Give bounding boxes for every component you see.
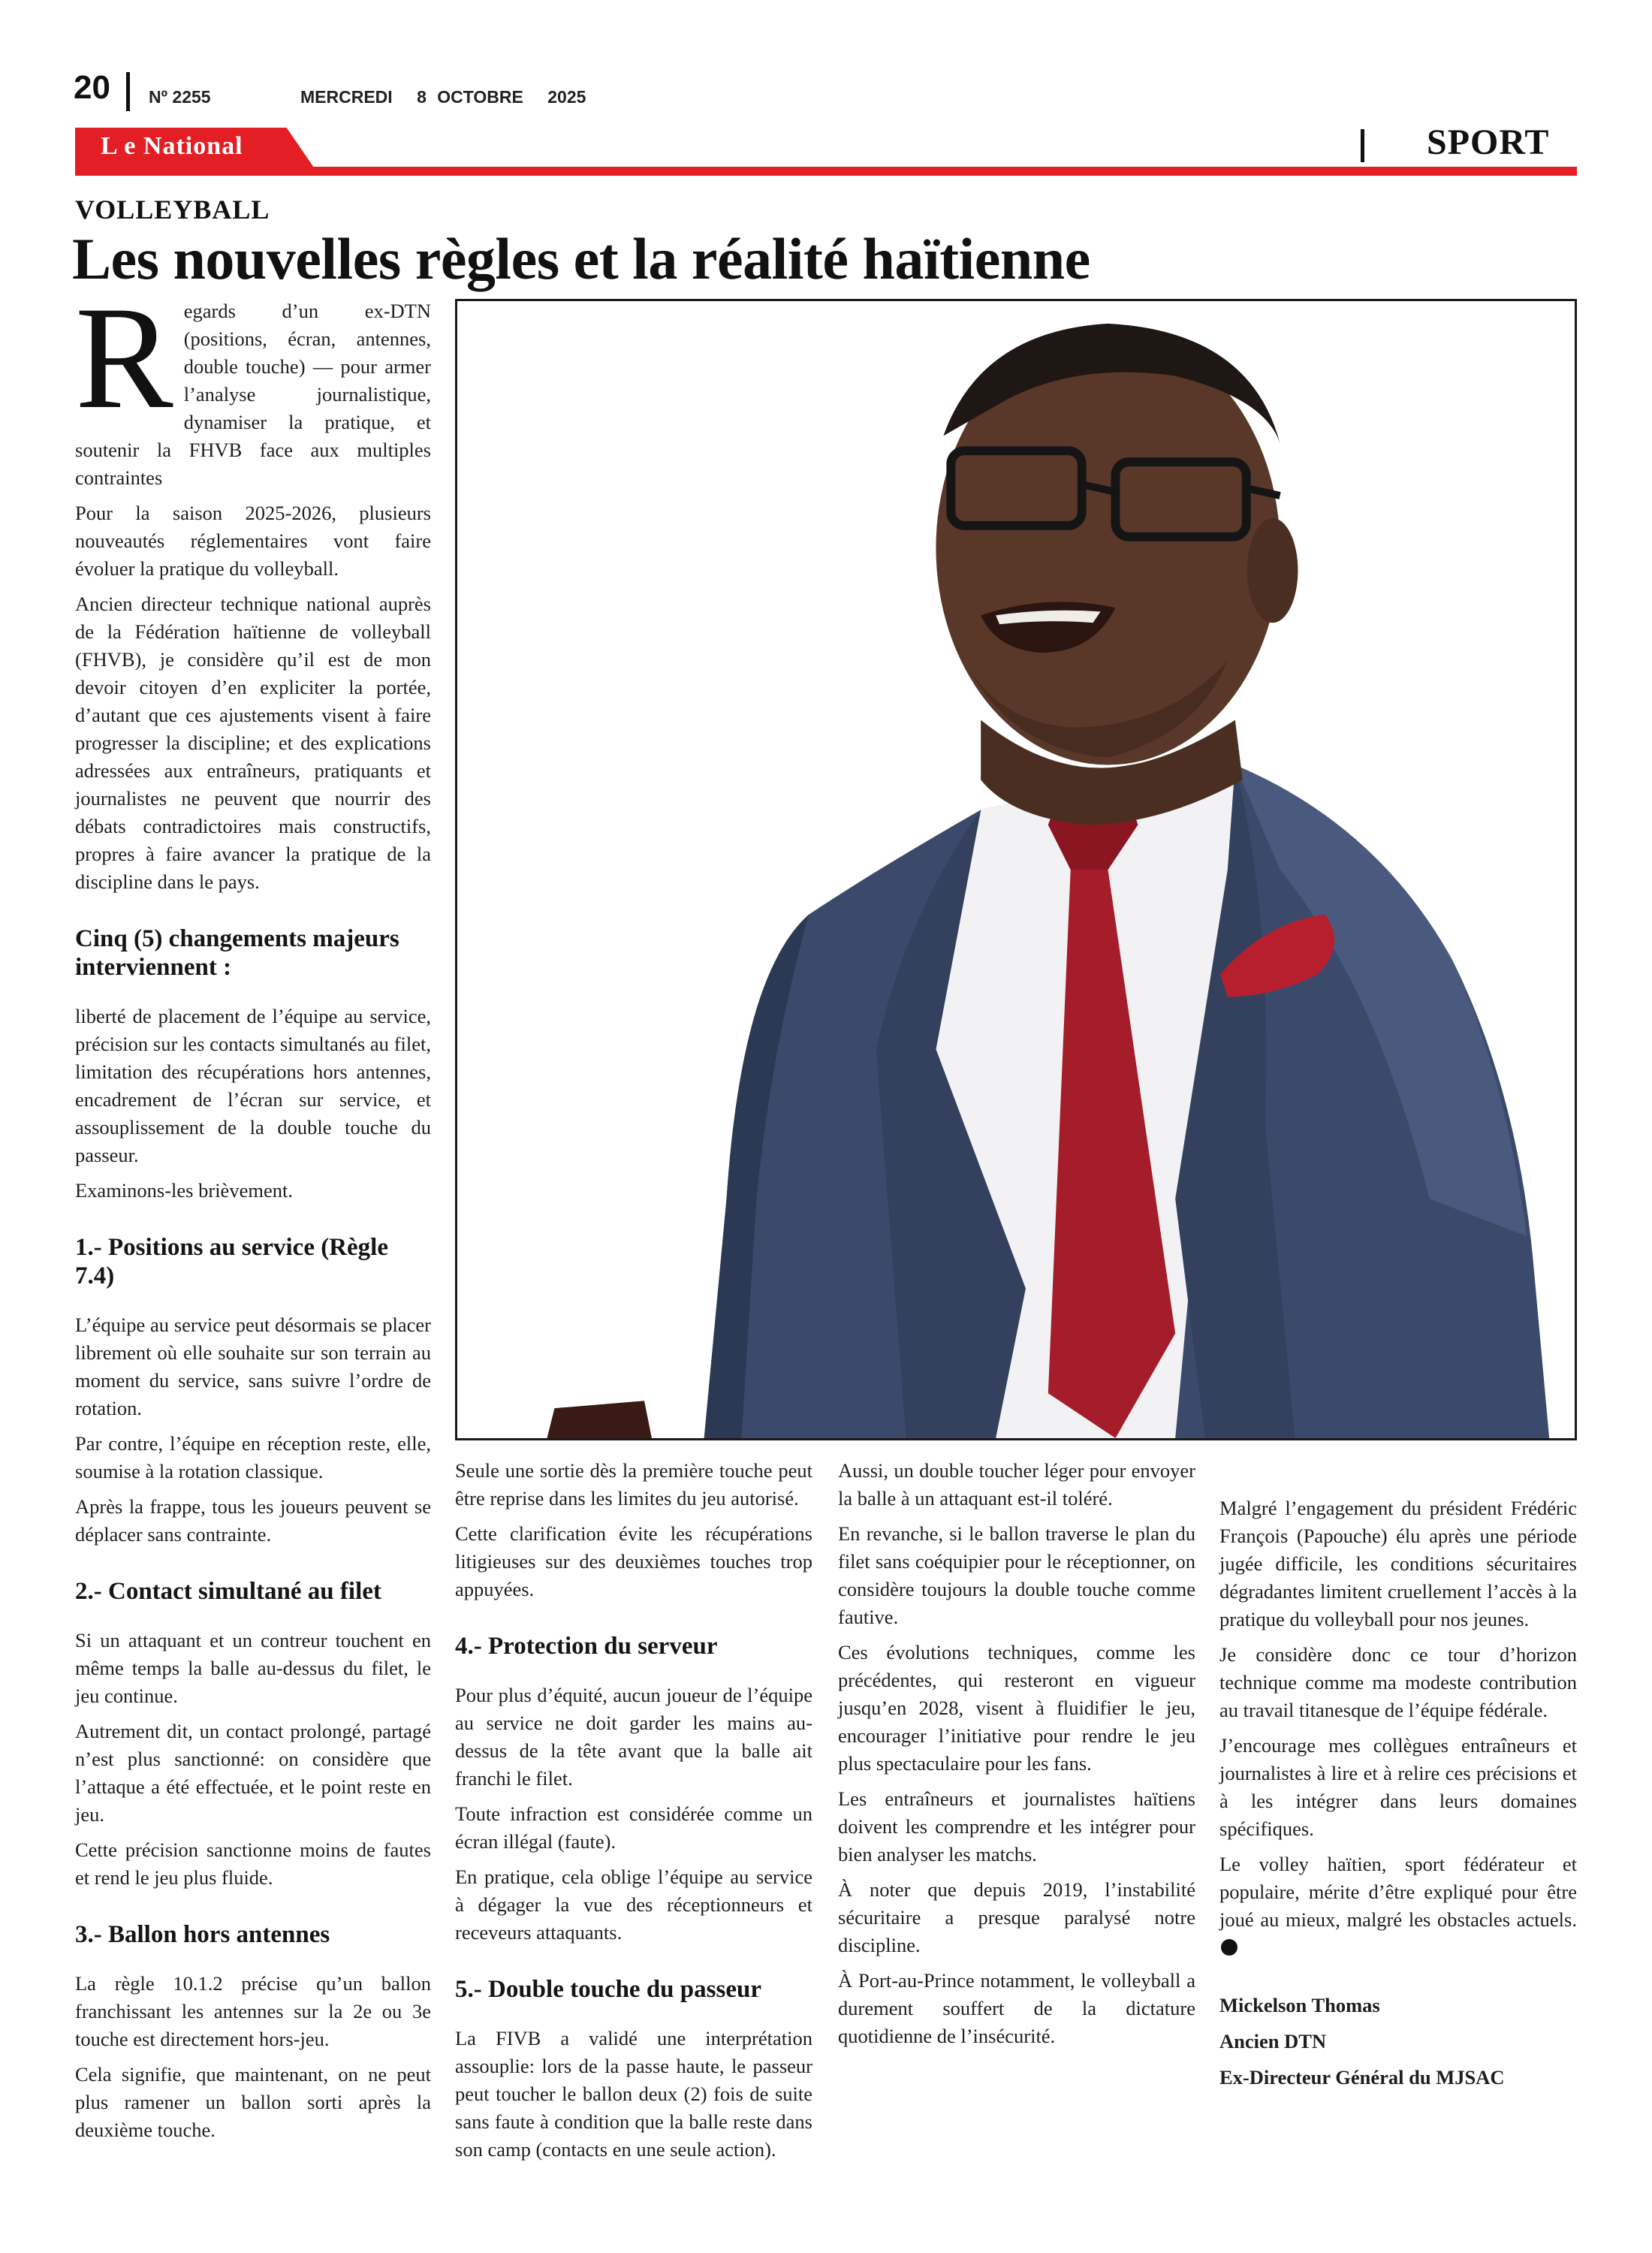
header-divider xyxy=(126,72,130,111)
final-text: Le volley haïtien, sport fédérateur et populaire, mérite d’être expliqué pour être joué au mieux, malgré les obstacles actuels. xyxy=(1219,1853,1577,1931)
section-divider xyxy=(1361,129,1364,162)
issue-number: Nº 2255 xyxy=(149,87,211,107)
author-name: Mickelson Thomas xyxy=(1219,1994,1380,2016)
header-rule xyxy=(75,167,1577,176)
paragraph: Malgré l’engagement du président Frédéric François (Papouche) élu après une période jugée difficile, les conditions sécuritaires dégradantes limitent cruellement l’accès à la pratique du volleyball pour nos jeunes. xyxy=(1219,1497,1577,1630)
date-day: MERCREDI xyxy=(300,87,393,107)
paragraph: Cette précision sanctionne moins de fautes et rend le jeu plus fluide. xyxy=(75,1838,431,1889)
article-title: Les nouvelles règles et la réalité haïtienne xyxy=(72,226,1090,291)
paragraph: Par contre, l’équipe en réception reste, elle, soumise à la rotation classique. xyxy=(75,1432,431,1482)
paragraph: À noter que depuis 2019, l’instabilité sécuritaire a presque paralysé notre discipline. xyxy=(838,1878,1195,1956)
byline xyxy=(1219,1987,1577,2095)
subheading-changes: Cinq (5) changements majeurs interviennent : xyxy=(75,925,399,981)
paragraph: Ces évolutions techniques, comme les précédentes, qui resteront en vigueur jusqu’en 2028, visent à fluidifier le jeu, encourager l’initiative pour rendre le jeu plus spectaculaire pour les fans. xyxy=(838,1641,1195,1775)
paragraph: Autrement dit, un contact prolongé, partagé n’est plus sanctionné: on considère que l’attaque a été effectuée, et le point reste en jeu. xyxy=(75,1720,431,1826)
paragraph: J’encourage mes collègues entraîneurs et journalistes à lire et à relire ces précisions et à les intégrer dans leurs domaines spécifiques. xyxy=(1219,1734,1577,1840)
paragraph: Toute infraction est considérée comme un écran illégal (faute). xyxy=(455,1802,812,1853)
paragraph: Les entraîneurs et journalistes haïtiens doivent les comprendre et les intégrer pour bien analyser les matchs. xyxy=(838,1787,1195,1865)
author-role: Ancien DTN xyxy=(1219,2030,1327,2052)
paragraph: La FIVB a validé une interprétation assouplie: lors de la passe haute, le passeur peut toucher le ballon deux (2) fois de suite sans faute à condition que la balle reste dans son camp (contacts en une seule action). xyxy=(455,2027,812,2161)
paragraph: À Port-au-Prince notamment, le volleyball a durement souffert de la dictature quotidienne de l’insécurité. xyxy=(838,1969,1195,2047)
section-label: SPORT xyxy=(1427,122,1550,162)
author-role: Ex-Directeur Général du MJSAC xyxy=(1219,2066,1505,2089)
column-4 xyxy=(1219,1494,1577,2095)
page-number: 20 xyxy=(74,69,110,106)
column-1 xyxy=(75,276,431,2152)
paragraph: L’équipe au service peut désormais se placer librement où elle souhaite sur son terrain au moment du service, sans suivre l’ordre de rotation. xyxy=(75,1313,431,1419)
paragraph: Cette clarification évite les récupérations litigieuses sur des deuxièmes touches trop appuyées. xyxy=(455,1522,812,1600)
subheading-rule-3: 3.- Ballon hors antennes xyxy=(75,1921,330,1948)
subheading-rule-2: 2.- Contact simultané au filet xyxy=(75,1578,381,1605)
article-lead xyxy=(75,276,431,492)
paragraph-final xyxy=(1219,1850,1577,1962)
publication-date xyxy=(300,87,599,107)
subheading-rule-1: 1.- Positions au service (Règle 7.4) xyxy=(75,1234,388,1289)
paragraph: Pour plus d’équité, aucun joueur de l’équipe au service ne doit garder les mains au-dessus de la tête avant que la balle ait franchi le filet. xyxy=(455,1684,812,1790)
paragraph: Seule une sortie dès la première touche peut être reprise dans les limites du jeu autorisé. xyxy=(455,1459,812,1510)
column-3 xyxy=(838,1457,1195,2058)
end-mark-icon xyxy=(1221,1939,1237,1956)
paragraph: En revanche, si le ballon traverse le plan du filet sans coéquipier pour le réceptionner, on considère toujours la double touche comme fautive. xyxy=(838,1522,1195,1628)
drop-cap: R xyxy=(75,276,173,439)
date-day-month: 8 OCTOBRE xyxy=(417,87,523,107)
article-photo xyxy=(455,299,1577,1440)
paragraph: Après la frappe, tous les joueurs peuvent se déplacer sans contrainte. xyxy=(75,1495,431,1546)
paragraph: Examinons-les brièvement. xyxy=(75,1179,293,1202)
paragraph: Si un attaquant et un contreur touchent en même temps la balle au-dessus du filet, le jeu continue. xyxy=(75,1629,431,1707)
lead-text: egards d’un ex-DTN (positions, écran, antennes, double touche) — pour armer l’analyse journalistique, dynamiser la pratique, et soutenir la FHVB face aux multiples contraintes xyxy=(75,300,431,489)
paragraph: liberté de placement de l’équipe au service, précision sur les contacts simultanés au filet, limitation des récupérations hors antennes, encadrement de l’écran sur service, et assouplissement de la double touche du passeur. xyxy=(75,1005,431,1166)
paragraph: Pour la saison 2025-2026, plusieurs nouveautés réglementaires vont faire évoluer la pratique du volleyball. xyxy=(75,502,431,580)
portrait-illustration xyxy=(457,301,1575,1438)
date-year: 2025 xyxy=(547,87,586,107)
paragraph: Cela signifie, que maintenant, on ne peut plus ramener un ballon sorti après la deuxième touche. xyxy=(75,2063,431,2141)
paragraph: La règle 10.1.2 précise qu’un ballon franchissant les antennes sur la 2e ou 3e touche est directement hors-jeu. xyxy=(75,1972,431,2050)
paragraph: En pratique, cela oblige l’équipe au service à dégager la vue des réceptionneurs et receveurs attaquants. xyxy=(455,1865,812,1944)
column-2 xyxy=(455,1457,812,2171)
paragraph: Aussi, un double toucher léger pour envoyer la balle à un attaquant est-il toléré. xyxy=(838,1459,1195,1510)
newspaper-logo: L e National xyxy=(101,132,243,160)
article-kicker: VOLLEYBALL xyxy=(75,195,270,225)
subheading-rule-4: 4.- Protection du serveur xyxy=(455,1633,718,1660)
paragraph: Ancien directeur technique national auprès de la Fédération haïtienne de volleyball (FHVB), je considère qu’il est de mon devoir citoyen d’en expliciter la portée, d’autant que ces ajustements visent à faire progresser la discipline; et des explications adressées aux entraîneurs, pratiquants et journalistes ne peuvent que nourrir des débats contradictoires mais constructifs, propres à faire avancer la pratique de la discipline dans le pays. xyxy=(75,593,431,893)
paragraph: Je considère donc ce tour d’horizon technique comme ma modeste contribution au travail titanesque de l’équipe fédérale. xyxy=(1219,1643,1577,1721)
subheading-rule-5: 5.- Double touche du passeur xyxy=(455,1976,761,2003)
